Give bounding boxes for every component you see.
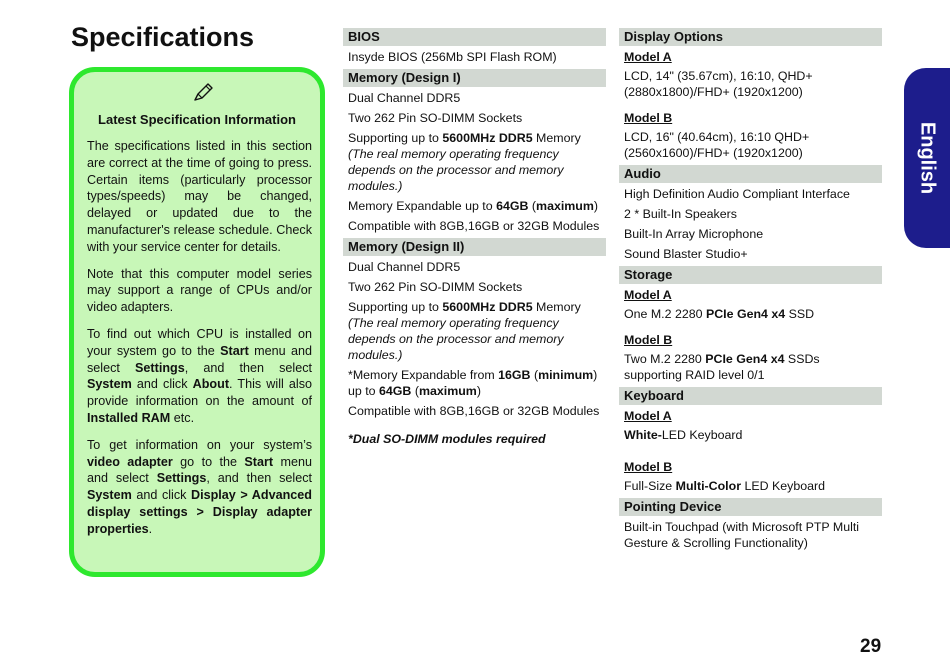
storage-model-a-line: One M.2 2280 PCIe Gen4 x4 SSD: [624, 307, 815, 321]
pencil-icon: [192, 82, 214, 104]
mem1-line-3: Supporting up to 5600MHz DDR5 Memory (The real memory operating frequency depends on the processor and memory modules.): [348, 131, 581, 193]
mem2-line-3: Supporting up to 5600MHz DDR5 Memory (The real memory operating frequency depends on the processor and memory modules.): [348, 300, 581, 362]
display-model-b-line: LCD, 16" (40.64cm), 16:10 QHD+ (2560x1600)/FHD+ (1920x1200): [624, 130, 810, 160]
storage-model-b-line: Two M.2 2280 PCIe Gen4 x4 SSDs supporting RAID level 0/1: [624, 352, 820, 382]
section-header-display: Display Options: [619, 28, 882, 46]
display-model-a: Model A: [624, 50, 672, 64]
page-title: Specifications: [71, 22, 255, 52]
note-heading: Latest Specification Information: [98, 112, 296, 127]
language-tab-label: English: [916, 121, 939, 195]
page-number: 29: [860, 636, 882, 657]
section-header-keyboard: Keyboard: [619, 387, 882, 405]
storage-model-b: Model B: [624, 333, 673, 347]
note-paragraph-3: To find out which CPU is installed on your system go to the Start menu and select Settings, and then select System and click About. This will also provide information on the amount of Installed RAM etc.: [87, 326, 312, 425]
pointing-line: Built-in Touchpad (with Microsoft PTP Multi Gesture & Scrolling Functionality): [624, 520, 860, 550]
spec-column-right: [619, 28, 882, 555]
mem1-line-2: Two 262 Pin SO-DIMM Sockets: [348, 111, 523, 125]
note-paragraph-4: To get information on your system’s video adapter go to the Start menu and select Settings, and then select System and click Display > Advanced display settings > Display adapter properties.: [87, 437, 312, 536]
keyboard-model-a-line: White-LED Keyboard: [624, 428, 743, 442]
display-model-a-line: LCD, 14" (35.67cm), 16:10, QHD+ (2880x1800)/FHD+ (1920x1200): [624, 69, 813, 99]
mem1-line-4: Memory Expandable up to 64GB (maximum): [348, 199, 599, 213]
audio-line-4: Sound Blaster Studio+: [624, 247, 748, 261]
mem1-line-5: Compatible with 8GB,16GB or 32GB Modules: [348, 219, 600, 233]
display-model-b: Model B: [624, 111, 673, 125]
keyboard-model-b: Model B: [624, 460, 673, 474]
mem2-line-2: Two 262 Pin SO-DIMM Sockets: [348, 280, 523, 294]
audio-line-3: Built-In Array Microphone: [624, 227, 764, 241]
audio-line-1: High Definition Audio Compliant Interface: [624, 187, 850, 201]
mem2-line-5: Compatible with 8GB,16GB or 32GB Modules: [348, 404, 600, 418]
note-box: [69, 67, 325, 577]
section-header-bios: BIOS: [343, 28, 606, 46]
mem1-line-1: Dual Channel DDR5: [348, 91, 461, 105]
note-paragraph-2: Note that this computer model series may support a range of CPUs and/or video adapters.: [87, 266, 312, 315]
section-header-audio: Audio: [619, 165, 882, 183]
mem2-line-1: Dual Channel DDR5: [348, 260, 461, 274]
note-body: [87, 138, 312, 548]
keyboard-model-a: Model A: [624, 409, 672, 423]
footnote: *Dual SO-DIMM modules required: [348, 432, 546, 446]
language-tab: [904, 68, 950, 248]
bios-line: Insyde BIOS (256Mb SPI Flash ROM): [348, 50, 557, 64]
keyboard-model-b-line: Full-Size Multi-Color LED Keyboard: [624, 479, 826, 493]
audio-line-2: 2 * Built-In Speakers: [624, 207, 737, 221]
mem2-line-4: *Memory Expandable from 16GB (minimum) up to 64GB (maximum): [348, 368, 598, 398]
section-header-storage: Storage: [619, 266, 882, 284]
section-header-memory-2: Memory (Design II): [343, 238, 606, 256]
section-header-memory-1: Memory (Design I): [343, 69, 606, 87]
spec-column-left: [343, 28, 606, 451]
note-paragraph-1: The specifications listed in this section are correct at the time of going to press. Certain items (particularly processor types/speeds) may be changed, delayed or updated due to the manufacturer's release schedule. Check with your service center for details.: [87, 139, 312, 254]
section-header-pointing: Pointing Device: [619, 498, 882, 516]
storage-model-a: Model A: [624, 288, 672, 302]
